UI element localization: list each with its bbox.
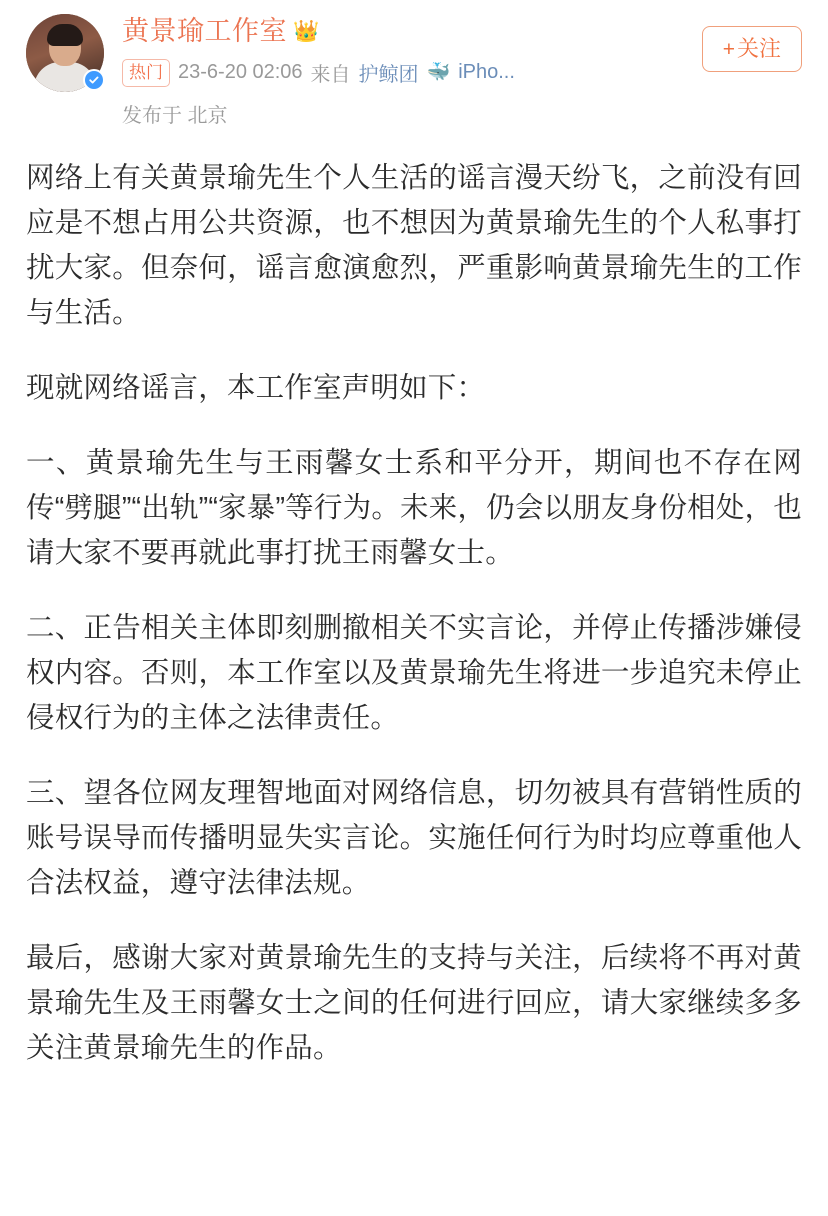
follow-button-label: 关注	[736, 36, 781, 61]
author-nickname[interactable]: 黄景瑜工作室	[122, 16, 287, 46]
post-header-text	[122, 14, 802, 128]
avatar[interactable]	[26, 14, 104, 92]
post-paragraph: 最后，感谢大家对黄景瑜先生的支持与关注，后续将不再对黄景瑜先生及王雨馨女士之间的任何进行回应，请大家继续多多关注黄景瑜先生的作品。	[26, 942, 802, 1065]
crown-icon: 👑	[293, 20, 320, 43]
post-paragraph: 一、黄景瑜先生与王雨馨女士系和平分开，期间也不存在网传“劈腿”“出轨”“家暴”等行为。未来，仍会以朋友身份相处，也请大家不要再就此事打扰王雨馨女士。	[26, 447, 802, 570]
post-paragraph: 二、正告相关主体即刻删撤相关不实言论，并停止传播涉嫌侵权内容。否则，本工作室以及黄景瑜先生将进一步追究未停止侵权行为的主体之法律责任。	[26, 612, 802, 735]
verified-badge-icon	[83, 69, 105, 91]
post-location: 发布于 北京	[122, 105, 228, 127]
avatar-hair-shape	[47, 24, 83, 46]
post-content	[26, 156, 802, 1071]
post-header	[26, 14, 802, 128]
post-source-link[interactable]: 护鲸团	[358, 64, 419, 86]
post-paragraph: 三、望各位网友理智地面对网络信息，切勿被具有营销性质的账号误导而传播明显失实言论。实施任何行为时均应尊重他人合法权益，遵守法律法规。	[26, 777, 802, 900]
post-device-link[interactable]: iPho...	[458, 61, 515, 83]
author-name-row	[122, 18, 802, 45]
whale-icon: 🐳	[426, 62, 451, 83]
follow-button[interactable]	[702, 26, 802, 72]
hot-tag[interactable]: 热门	[122, 59, 170, 87]
post-paragraph: 现就网络谣言，本工作室声明如下：	[26, 372, 486, 405]
post-timestamp: 23-6-20 02:06	[178, 61, 303, 83]
plus-icon: +	[722, 37, 735, 61]
post-paragraph: 网络上有关黄景瑜先生个人生活的谣言漫天纷飞，之前没有回应是不想占用公共资源，也不想因为黄景瑜先生的个人私事打扰大家。但奈何，谣言愈演愈烈，严重影响黄景瑜先生的工作与生活。	[26, 162, 802, 330]
post-from-label: 来自	[310, 64, 351, 86]
post-meta-row	[122, 58, 802, 87]
